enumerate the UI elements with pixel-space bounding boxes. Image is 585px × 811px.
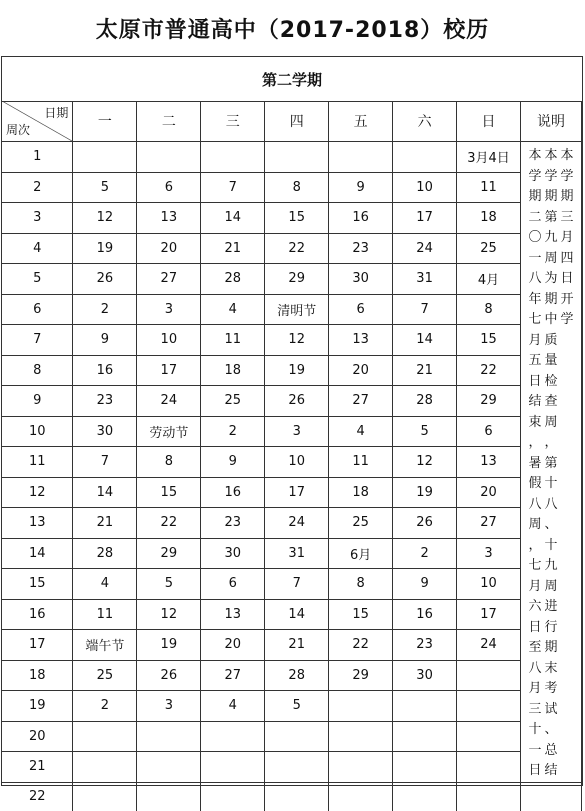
date-cell: 4 [201,691,265,722]
date-cell [457,721,521,752]
date-cell: 18 [457,203,521,234]
date-cell: 16 [393,599,457,630]
date-cell: 23 [73,386,137,417]
date-cell [265,142,329,173]
table-row [2,447,582,478]
date-cell [329,752,393,783]
date-cell: 28 [201,264,265,295]
school-calendar [1,56,583,804]
table-row [2,416,582,447]
week-axis-label: 周次 [6,123,31,137]
date-cell: 19 [265,355,329,386]
date-cell: 24 [457,630,521,661]
date-cell: 12 [73,203,137,234]
table-row [2,721,582,752]
date-cell [393,721,457,752]
week-number-cell: 5 [2,264,73,295]
date-cell: 26 [393,508,457,539]
table-row [2,660,582,691]
date-cell: 4 [201,294,265,325]
date-cell: 13 [201,599,265,630]
date-cell: 19 [393,477,457,508]
date-cell [457,752,521,783]
date-cell: 27 [137,264,201,295]
notes-header: 说明 [520,101,581,142]
date-cell: 6 [457,416,521,447]
date-cell: 14 [265,599,329,630]
date-cell [73,721,137,752]
weekday-header-3: 三 [201,101,265,142]
date-cell: 13 [137,203,201,234]
date-cell: 9 [73,325,137,356]
date-cell [201,721,265,752]
date-cell: 4 [73,569,137,600]
date-cell: 7 [265,569,329,600]
week-number-cell: 15 [2,569,73,600]
table-row [2,782,582,811]
date-cell: 29 [457,386,521,417]
week-number-cell: 4 [2,233,73,264]
date-cell: 29 [265,264,329,295]
date-cell: 25 [457,233,521,264]
date-cell: 25 [73,660,137,691]
date-cell: 20 [137,233,201,264]
week-number-cell: 17 [2,630,73,661]
date-cell: 7 [201,172,265,203]
date-cell: 11 [201,325,265,356]
table-row [2,508,582,539]
note-line-2: 本 学 期 第 九 周 为 期 中 质 量 检 查 周 ， 第 十 八 、 十 九 周 进 行 期 末 考 试 、 总 结 [544,148,558,778]
date-cell: 15 [329,599,393,630]
week-number-cell: 1 [2,142,73,173]
date-cell [201,782,265,811]
date-cell: 20 [329,355,393,386]
date-cell: 2 [201,416,265,447]
date-cell: 14 [73,477,137,508]
date-cell: 10 [457,569,521,600]
date-cell: 16 [201,477,265,508]
week-number-cell: 10 [2,416,73,447]
table-row [2,599,582,630]
date-cell [457,660,521,691]
date-cell [265,752,329,783]
table-row [2,203,582,234]
date-cell: 11 [329,447,393,478]
table-row [2,294,582,325]
date-cell: 21 [201,233,265,264]
date-cell: 3 [137,691,201,722]
table-row [2,264,582,295]
date-cell: 3月4日 [457,142,521,173]
date-cell: 30 [73,416,137,447]
date-cell: 21 [73,508,137,539]
date-cell: 28 [265,660,329,691]
date-cell: 24 [393,233,457,264]
date-cell: 27 [457,508,521,539]
weekday-header-6: 六 [393,101,457,142]
date-cell [393,752,457,783]
date-cell: 26 [137,660,201,691]
table-row [2,325,582,356]
date-cell: 7 [73,447,137,478]
date-cell: 12 [393,447,457,478]
date-cell [73,142,137,173]
date-cell: 6 [329,294,393,325]
week-number-cell: 21 [2,752,73,783]
date-cell [393,782,457,811]
date-cell: 10 [137,325,201,356]
week-number-cell: 2 [2,172,73,203]
date-cell: 9 [201,447,265,478]
date-cell: 3 [457,538,521,569]
week-number-cell: 13 [2,508,73,539]
date-cell: 25 [329,508,393,539]
date-cell: 21 [265,630,329,661]
date-cell: 14 [393,325,457,356]
date-cell [329,142,393,173]
date-cell: 27 [329,386,393,417]
table-row [2,538,582,569]
date-cell [201,142,265,173]
table-row [2,142,582,173]
week-number-cell: 16 [2,599,73,630]
notes-columns [521,146,581,782]
date-cell: 15 [457,325,521,356]
date-cell: 12 [265,325,329,356]
date-cell: 23 [393,630,457,661]
date-cell: 6 [201,569,265,600]
date-cell: 28 [393,386,457,417]
date-cell: 30 [201,538,265,569]
date-cell: 5 [73,172,137,203]
table-row [2,569,582,600]
date-cell: 24 [265,508,329,539]
date-cell: 3 [265,416,329,447]
week-number-cell: 12 [2,477,73,508]
date-cell: 5 [393,416,457,447]
date-cell: 24 [137,386,201,417]
date-cell: 26 [265,386,329,417]
weekday-header-2: 二 [137,101,201,142]
date-cell: 21 [393,355,457,386]
date-cell [73,752,137,783]
date-cell: 22 [137,508,201,539]
date-cell: 4月 [457,264,521,295]
date-cell [137,752,201,783]
date-cell: 31 [265,538,329,569]
date-cell: 8 [265,172,329,203]
corner-header-cell [2,101,73,142]
date-cell: 3 [137,294,201,325]
date-cell: 17 [265,477,329,508]
date-cell: 25 [201,386,265,417]
table-row [2,386,582,417]
date-cell: 16 [329,203,393,234]
date-cell [329,782,393,811]
table-row [2,355,582,386]
date-cell: 11 [73,599,137,630]
date-cell: 2 [73,294,137,325]
page-title: 太原市普通高中（2017-2018）校历 [95,17,490,43]
date-cell [457,782,521,811]
date-cell: 19 [137,630,201,661]
date-cell: 9 [329,172,393,203]
week-number-cell: 22 [2,782,73,811]
date-cell: 5 [265,691,329,722]
date-cell: 12 [137,599,201,630]
date-cell: 22 [329,630,393,661]
date-cell: 22 [265,233,329,264]
table-row [2,172,582,203]
calendar-table [2,101,582,811]
weekday-header-5: 五 [329,101,393,142]
date-cell: 端午节 [73,630,137,661]
date-cell [329,721,393,752]
date-cell [137,782,201,811]
week-number-cell: 8 [2,355,73,386]
date-cell: 23 [329,233,393,264]
date-cell: 10 [265,447,329,478]
date-cell [73,782,137,811]
date-cell: 13 [329,325,393,356]
header-row [2,101,582,142]
date-cell: 6 [137,172,201,203]
date-cell [137,721,201,752]
date-cell [329,691,393,722]
date-cell [137,142,201,173]
date-axis-label: 日期 [44,106,69,120]
table-row [2,233,582,264]
weekday-header-1: 一 [73,101,137,142]
note-line-1: 本 学 期 三 月 四 日 开 学 [560,148,574,327]
table-row [2,691,582,722]
week-number-cell: 19 [2,691,73,722]
date-cell: 2 [393,538,457,569]
date-cell: 30 [329,264,393,295]
date-cell: 清明节 [265,294,329,325]
date-cell: 31 [393,264,457,295]
week-number-cell: 18 [2,660,73,691]
date-cell: 27 [201,660,265,691]
week-number-cell: 6 [2,294,73,325]
weekday-header-4: 四 [265,101,329,142]
notes-cell-empty [520,782,581,811]
date-cell: 28 [73,538,137,569]
date-cell [265,721,329,752]
date-cell: 15 [265,203,329,234]
date-cell [265,782,329,811]
date-cell: 26 [73,264,137,295]
date-cell: 20 [201,630,265,661]
date-cell: 8 [457,294,521,325]
date-cell: 20 [457,477,521,508]
date-cell: 17 [393,203,457,234]
semester-title: 第二学期 [2,57,582,102]
date-cell: 16 [73,355,137,386]
date-cell: 13 [457,447,521,478]
date-cell: 18 [201,355,265,386]
date-cell [457,691,521,722]
date-cell: 22 [457,355,521,386]
week-number-cell: 20 [2,721,73,752]
week-number-cell: 11 [2,447,73,478]
date-cell: 2 [73,691,137,722]
date-cell: 8 [137,447,201,478]
date-cell: 8 [329,569,393,600]
week-number-cell: 9 [2,386,73,417]
weekday-header-7: 日 [457,101,521,142]
table-row [2,752,582,783]
table-row [2,477,582,508]
date-cell: 劳动节 [137,416,201,447]
date-cell: 29 [137,538,201,569]
date-cell: 17 [137,355,201,386]
date-cell: 30 [393,660,457,691]
date-cell: 5 [137,569,201,600]
week-number-cell: 3 [2,203,73,234]
note-line-3: 本 学 期 二 〇 一 八 年 七 月 五 日 结 束 ， 暑 假 八 周 ， 七 月 六 日 至 八 月 三 十 一 日 [528,148,542,778]
week-number-cell: 14 [2,538,73,569]
date-cell: 7 [393,294,457,325]
date-cell: 15 [137,477,201,508]
date-cell: 17 [457,599,521,630]
date-cell: 10 [393,172,457,203]
date-cell: 11 [457,172,521,203]
date-cell: 4 [329,416,393,447]
date-cell [393,142,457,173]
date-cell: 19 [73,233,137,264]
date-cell: 18 [329,477,393,508]
notes-cell [520,142,581,783]
table-row [2,630,582,661]
date-cell: 23 [201,508,265,539]
date-cell: 29 [329,660,393,691]
date-cell [201,752,265,783]
week-number-cell: 7 [2,325,73,356]
date-cell: 6月 [329,538,393,569]
date-cell [393,691,457,722]
date-cell: 9 [393,569,457,600]
date-cell: 14 [201,203,265,234]
